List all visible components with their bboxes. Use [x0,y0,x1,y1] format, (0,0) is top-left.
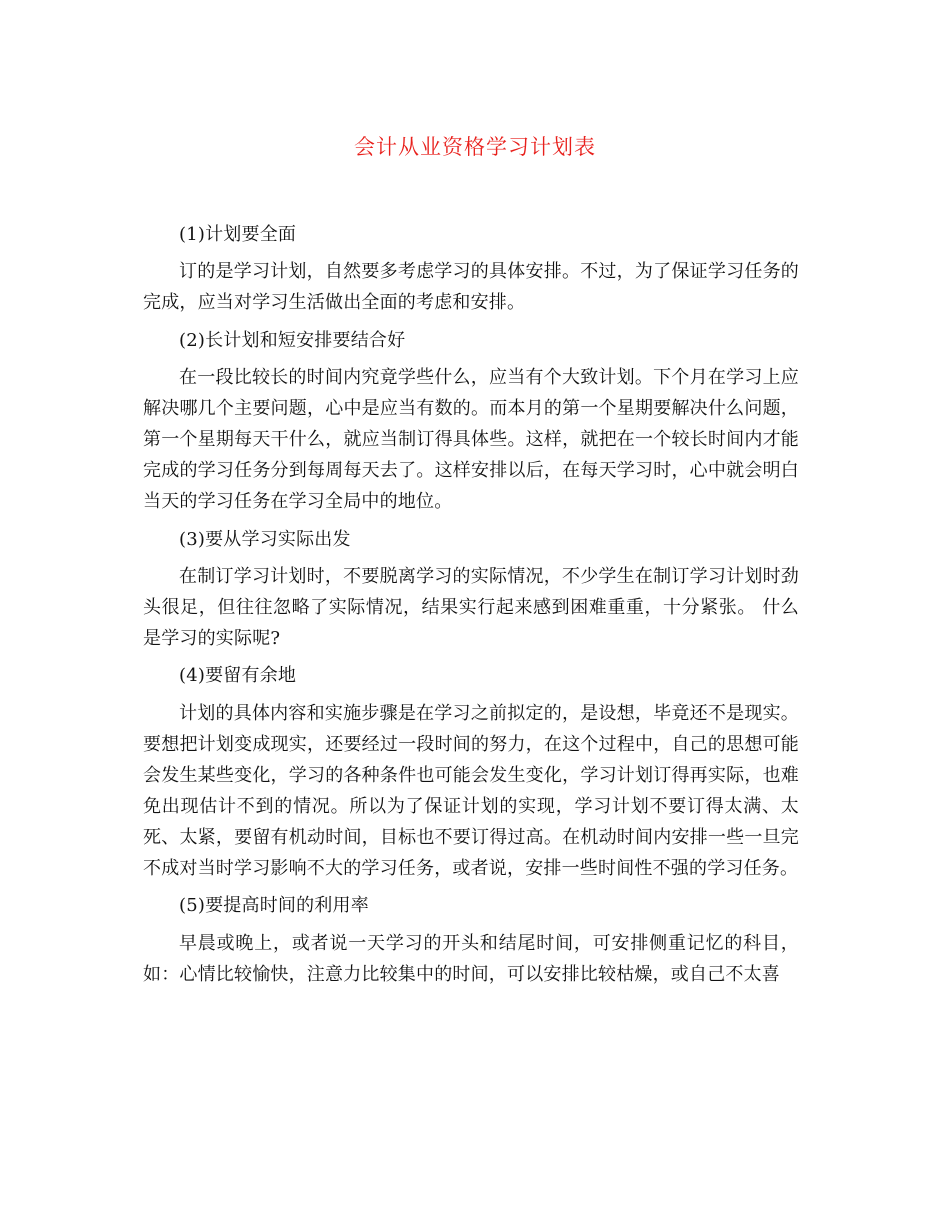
section-body-3: 在制订学习计划时，不要脱离学习的实际情况，不少学生在制订学习计划时劲头很足，但往往忽略了实际情况，结果实行起来感到困难重重，十分紧张。 什么是学习的实际呢? [143,565,799,649]
section-heading-5: (5)要提高时间的利用率 [179,895,369,917]
section-body-1: 订的是学习计划，自然要多考虑学习的具体安排。不过，为了保证学习任务的完成，应当对学习生活做出全面的考虑和安排。 [143,261,799,314]
section-heading-3: (3)要从学习实际出发 [179,528,351,550]
section-heading-4: (4)要留有余地 [179,665,297,687]
section-heading-1: (1)计划要全面 [179,224,297,245]
section-body-2: 在一段比较长的时间内究竟学些什么，应当有个大致计划。下个月在学习上应解决哪几个主要问题，心中是应当有数的。而本月的第一个星期要解决什么问题，第一个星期每天干什么，就应当制订得具体些。这样，就把在一个较长时间内才能完成的学习任务分到每周每天去了。这样安排以后，在每天学习时，心中就会明白当天的学习任务在学习全局中的地位。 [143,367,799,513]
section-body-4: 计划的具体内容和实施步骤是在学习之前拟定的，是设想，毕竟还不是现实。要想把计划变成现实，还要经过一段时间的努力，在这个过程中，自己的思想可能会发生某些变化，学习的各种条件也可能会发生变化，学习计划订得再实际，也难免出现估计不到的情况。所以为了保证计划的实现，学习计划不要订得太满、太死、太紧，要留有机动时间，目标也不要订得过高。在机动时间内安排一些一旦完不成对当时学习影响不大的学习任务，或者说，安排一些时间性不强的学习任务。 [143,702,799,879]
section-body-5: 早晨或晚上，或者说一天学习的开头和结尾时间，可安排侧重记忆的科目，如：心情比较愉快，注意力比较集中的时间，可以安排比较枯燥，或自己不太喜 [143,932,799,985]
document-body [143,219,799,996]
section-heading-2: (2)长计划和短安排要结合好 [179,329,406,351]
document-title: 会计从业资格学习计划表 [354,135,596,159]
